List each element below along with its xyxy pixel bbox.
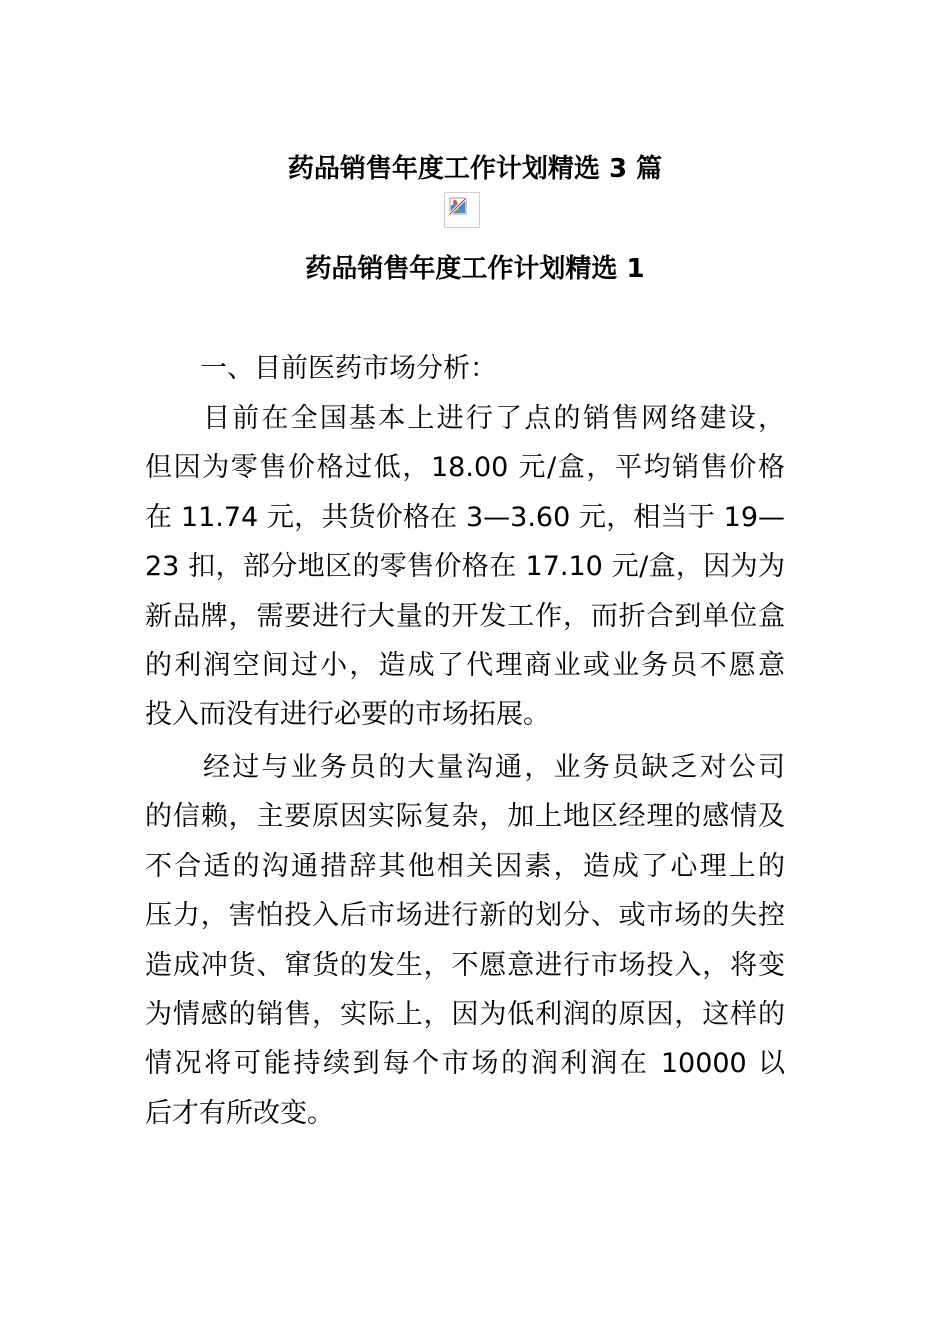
paragraph-line: 后才有所改变。 <box>145 1097 334 1129</box>
paragraph-sales-communication <box>145 743 785 1138</box>
paragraph-line: 经过与业务员的大量沟通，业务员缺乏对公司 <box>203 752 785 783</box>
paragraph-line: 为情感的销售，实际上，因为低利润的原因，这样的 <box>145 999 785 1031</box>
paragraph-line: 在 11.74 元，共货价格在 3—3.60 元，相当于 19— <box>145 501 785 533</box>
paragraph-line: 23 扣，部分地区的零售价格在 17.10 元/盒，因为为 <box>145 551 785 583</box>
paragraph-line: 投入而没有进行必要的市场拓展。 <box>145 699 550 731</box>
paragraph-line: 目前在全国基本上进行了点的销售网络建设， <box>203 403 785 434</box>
paragraph-line: 不合适的沟通措辞其他相关因素，造成了心理上的 <box>145 850 785 882</box>
paragraph-line: 新品牌，需要进行大量的开发工作，而折合到单位盒 <box>145 600 785 632</box>
paragraph-line: 造成冲货、窜货的发生，不愿意进行市场投入，将变 <box>145 949 785 981</box>
paragraph-line: 情况将可能持续到每个市场的润利润在 10000 以 <box>145 1048 785 1080</box>
paragraph-line: 的利润空间过小，造成了代理商业或业务员不愿意 <box>145 650 785 682</box>
document-subtitle: 药品销售年度工作计划精选 1 <box>305 254 645 284</box>
paragraph-line: 压力，害怕投入后市场进行新的划分、或市场的失控 <box>145 900 785 932</box>
broken-image-icon <box>444 192 480 228</box>
paragraph-line: 但因为零售价格过低，18.00 元/盒，平均销售价格 <box>145 452 785 484</box>
paragraph-market-analysis <box>145 394 785 740</box>
paragraph-line: 的信赖，主要原因实际复杂，加上地区经理的感情及 <box>145 801 785 833</box>
document-title: 药品销售年度工作计划精选 3 篇 <box>287 154 663 184</box>
section-heading: 一、目前医药市场分析： <box>200 353 497 384</box>
